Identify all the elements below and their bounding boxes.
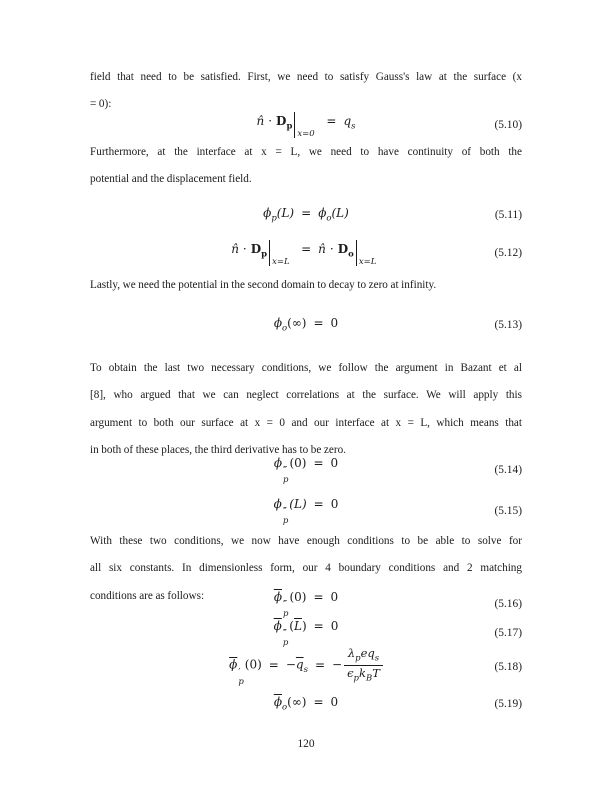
equation-5-13	[90, 310, 522, 340]
math-arg: (L)	[289, 496, 307, 511]
math-q: q	[367, 646, 375, 661]
math-arg: (0)	[244, 658, 262, 673]
math-arg: (∞)	[287, 695, 307, 710]
equation-body	[274, 590, 338, 619]
math-paren: (	[289, 618, 294, 633]
math-arg: (L)	[331, 206, 349, 221]
equation-number: (5.12)	[494, 247, 522, 259]
math-primes: ′′′	[282, 628, 286, 639]
math-prime: ′	[238, 668, 240, 679]
math-rhs: 0	[330, 496, 339, 511]
math-phi-bar: $\overline{\phi}$	[273, 618, 282, 633]
text-line: argument to both our surface at x = 0 and our interface at x = L, which means that	[90, 416, 522, 429]
math-D: D	[276, 114, 287, 128]
text-line: all six constants. In dimensionless form, our 4 boundary conditions and 2 matching	[90, 562, 522, 575]
math-arg: (0)	[289, 589, 307, 604]
equation-body	[229, 647, 383, 686]
math-supsub	[238, 669, 243, 687]
text-line: conditions are as follows:	[90, 589, 205, 602]
equation-5-11	[90, 200, 522, 230]
eval-bar	[356, 240, 377, 267]
math-minus: −	[285, 658, 296, 673]
math-primes: ′′′	[283, 599, 287, 610]
math-arg: (0)	[289, 455, 307, 470]
math-sub: p	[353, 673, 359, 684]
math-sub: o	[348, 249, 354, 260]
equation-body	[274, 497, 339, 526]
math-L-bar: $\overline{L}$	[293, 618, 302, 633]
math-sub: p	[282, 515, 289, 526]
text-line: With these two conditions, we now have enough conditions to be able to solve for	[90, 535, 522, 547]
equation-body	[256, 112, 355, 138]
eval-bar	[294, 112, 315, 139]
equation-body	[231, 240, 381, 266]
math-q-bar: $\overline{q}$	[295, 658, 304, 673]
text-line: Lastly, we need the potential in the second domain to decay to zero at infinity.	[90, 279, 437, 291]
math-minus: −	[332, 658, 343, 673]
math-q: q	[343, 114, 352, 128]
math-sub: p	[355, 653, 361, 664]
equation-number: (5.18)	[494, 661, 522, 673]
math-D: D	[250, 242, 262, 256]
math-sub: o	[326, 213, 332, 224]
equation-body	[263, 206, 349, 224]
eval-bar	[269, 240, 290, 267]
math-sub: o	[282, 323, 288, 334]
math-nhat: n̂	[231, 242, 239, 256]
text-line: potential and the displacement field.	[90, 173, 252, 186]
equation-number: (5.13)	[494, 319, 522, 331]
eval-condition: x=L	[272, 257, 290, 267]
math-paren: )	[301, 618, 307, 633]
math-epsilon: ϵ	[347, 666, 354, 681]
math-e: e	[360, 646, 368, 661]
math-nhat: n̂	[318, 242, 326, 256]
math-arg: (L)	[276, 206, 295, 221]
math-dot: ·	[329, 242, 334, 256]
math-equals: =	[268, 658, 279, 673]
math-equals: =	[301, 206, 312, 221]
math-phi: ϕ	[273, 316, 282, 331]
equation-number: (5.17)	[494, 627, 522, 639]
eval-condition: x=L	[358, 257, 377, 267]
math-sub: s	[374, 653, 380, 664]
equation-5-18	[90, 645, 522, 689]
math-equals: =	[313, 589, 324, 604]
equation-5-17	[90, 619, 522, 647]
math-sub: s	[351, 121, 356, 132]
text-line: [8], who argued that we can neglect correlations at the surface. We will apply this	[90, 389, 522, 402]
math-equals: =	[313, 496, 324, 511]
math-T: T	[372, 666, 380, 681]
text-line: Furthermore, at the interface at x = L, we need to have continuity of both the	[90, 146, 522, 158]
math-sub: s	[303, 665, 308, 676]
fraction-numerator	[345, 647, 382, 665]
math-sub: p	[282, 637, 289, 648]
text-line: field that need to be satisfied. First, we need to satisfy Gauss's law at the surface (x	[90, 71, 522, 83]
math-arg: (∞)	[287, 316, 307, 331]
math-equals: =	[313, 455, 324, 470]
math-phi-bar: $\overline{\phi}$	[273, 695, 282, 710]
math-equals: =	[301, 242, 312, 256]
math-equals: =	[326, 114, 337, 128]
math-k: k	[358, 666, 366, 681]
math-primes: ′′′	[283, 465, 287, 476]
math-lambda: λ	[347, 646, 356, 661]
math-phi: ϕ	[318, 206, 327, 221]
equation-number: (5.14)	[494, 464, 522, 476]
math-phi: ϕ	[273, 496, 282, 511]
text-line: To obtain the last two necessary conditions, we follow the argument in Bazant et al	[90, 362, 522, 374]
math-equals: =	[313, 316, 324, 331]
equation-5-12	[90, 231, 522, 275]
math-sub: p	[261, 249, 268, 260]
math-phi: ϕ	[273, 455, 283, 470]
math-rhs: 0	[330, 695, 339, 710]
math-equals: =	[314, 658, 326, 673]
math-phi-bar: $\overline{\phi}$	[229, 658, 238, 673]
math-D: D	[337, 242, 349, 256]
paragraph	[90, 272, 522, 299]
math-rhs: 0	[330, 316, 339, 331]
math-sub: p	[286, 121, 293, 132]
page-number: 120	[297, 738, 315, 750]
math-sub: B	[365, 673, 373, 684]
equation-5-14	[90, 455, 522, 485]
equation-5-19	[90, 690, 522, 718]
math-equals: =	[313, 618, 324, 633]
math-dot: ·	[242, 242, 247, 256]
equation-body	[274, 456, 338, 485]
math-supsub	[283, 601, 288, 619]
text-line: in both of these places, the third derivative has to be zero.	[90, 444, 346, 457]
math-supsub	[283, 508, 288, 526]
equation-5-15	[90, 496, 522, 526]
math-sub: p	[283, 474, 289, 485]
equation-number: (5.11)	[494, 209, 522, 221]
math-supsub	[283, 467, 288, 485]
math-rhs: 0	[330, 618, 339, 633]
eval-condition: x=0	[297, 129, 315, 139]
equation-body	[274, 316, 338, 334]
equation-number: (5.16)	[494, 598, 522, 610]
math-phi: ϕ	[263, 206, 272, 221]
equation-5-16	[90, 590, 522, 618]
equation-body	[274, 695, 338, 713]
math-nhat: n̂	[256, 114, 265, 128]
math-dot: ·	[268, 114, 273, 128]
equation-number: (5.10)	[494, 119, 522, 131]
equation-body	[274, 619, 339, 648]
fraction-denominator	[344, 665, 383, 684]
math-sub: p	[238, 677, 244, 688]
equation-number: (5.19)	[494, 698, 522, 710]
math-fraction	[344, 647, 383, 683]
math-primes: ′′′	[282, 506, 286, 517]
text-line: = 0):	[90, 98, 112, 111]
paragraph	[90, 355, 522, 465]
math-rhs: 0	[330, 455, 339, 470]
math-sub: o	[282, 702, 288, 713]
math-phi-bar: $\overline{\phi}$	[273, 589, 283, 604]
math-sub: p	[283, 608, 289, 619]
math-equals: =	[313, 695, 324, 710]
equation-number: (5.15)	[494, 505, 522, 517]
paragraph	[90, 139, 522, 194]
math-sub: p	[271, 213, 277, 224]
math-rhs: 0	[330, 589, 339, 604]
